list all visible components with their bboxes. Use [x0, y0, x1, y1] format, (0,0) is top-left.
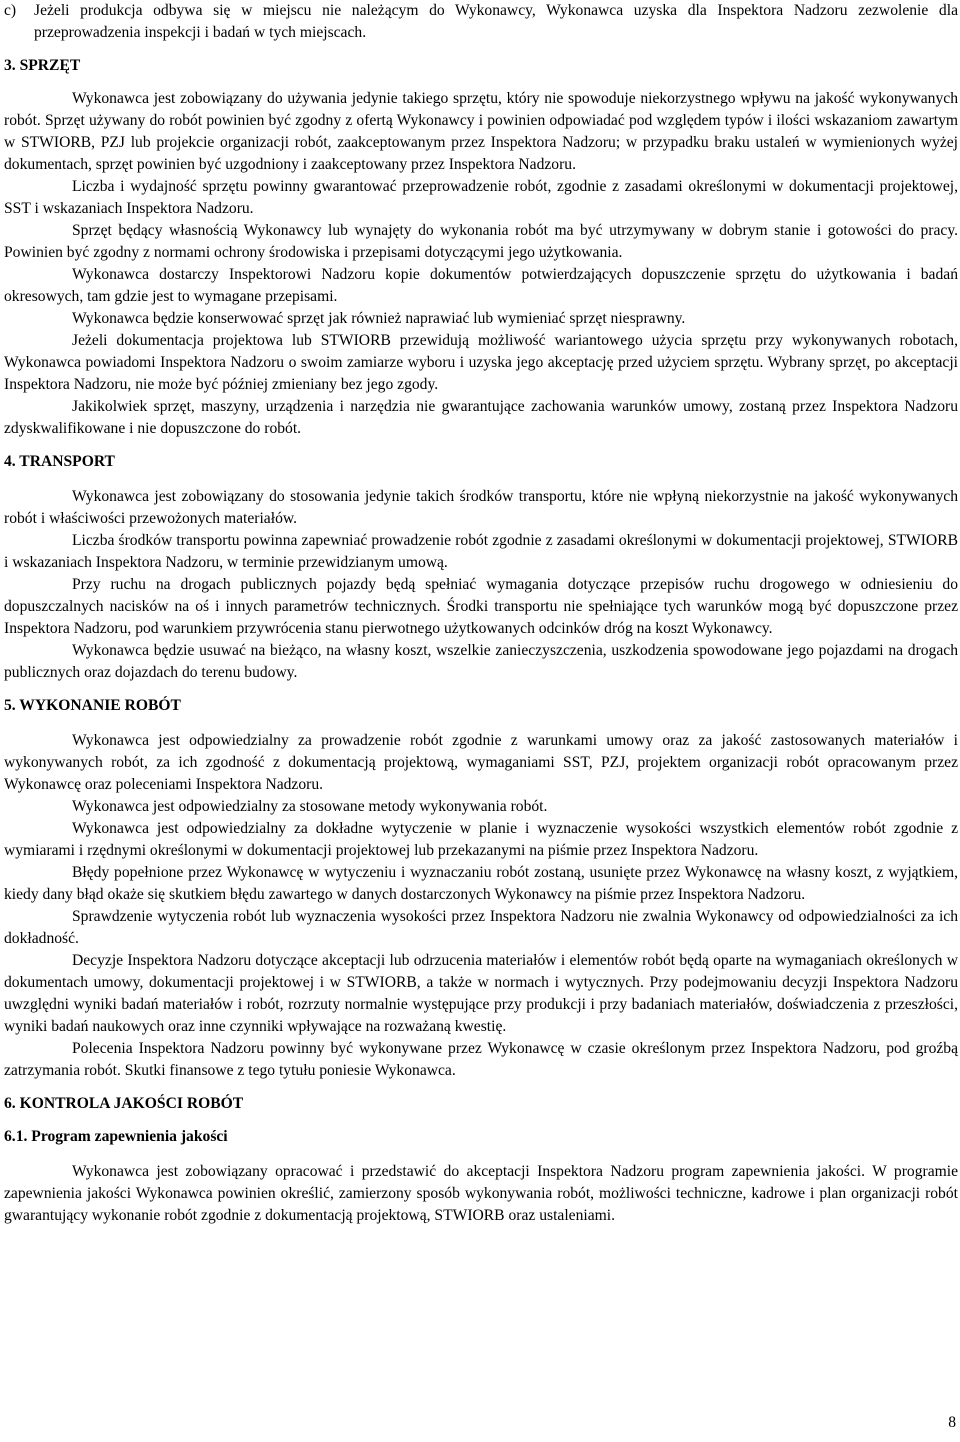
paragraph: Błędy popełnione przez Wykonawcę w wytyczeniu i wyznaczaniu robót zostaną, usunięte przez Wykonawcę na własny koszt, z wyjątkiem, kiedy dany błąd okaże się skutkiem błędu zawartego w danych dostarczonych Wykonawcy na piśmie przez Inspektora Nadzoru.: [4, 864, 958, 903]
paragraph: Wykonawca jest odpowiedzialny za dokładne wytyczenie w planie i wyznaczenie wysokości wszystkich elementów robót zgodnie z wymiarami i rzędnymi określonymi w dokumentacji projektowej lub przekazanymi na piśmie przez Inspektora Nadzoru.: [4, 820, 958, 859]
section-heading-sprzet: 3. SPRZĘT: [4, 57, 81, 74]
paragraph: Polecenia Inspektora Nadzoru powinny być wykonywane przez Wykonawcę w czasie określonym przez Inspektora Nadzoru, pod groźbą zatrzymania robót. Skutki finansowe z tego tytułu poniesie Wykonawca.: [4, 1040, 958, 1079]
section-heading-wykonanie-robot: 5. WYKONANIE ROBÓT: [4, 697, 181, 714]
paragraph: Sprzęt będący własnością Wykonawcy lub wynajęty do wykonania robót ma być utrzymywany w dobrym stanie i gotowości do pracy. Powinien być zgodny z normami ochrony środowiska i przepisami dotyczącymi jego użytkowania.: [4, 222, 958, 261]
section-heading-kontrola-jakosci: 6. KONTROLA JAKOŚCI ROBÓT: [4, 1095, 244, 1112]
paragraph: Jakikolwiek sprzęt, maszyny, urządzenia i narzędzia nie gwarantujące zachowania warunków umowy, zostaną przez Inspektora Nadzoru zdyskwalifikowane i nie dopuszczone do robót.: [4, 398, 958, 437]
paragraph: Wykonawca jest zobowiązany do używania jedynie takiego sprzętu, który nie spowoduje niekorzystnego wpływu na jakość wykonywanych robót. Sprzęt używany do robót powinien być zgodny z ofertą Wykonawcy i powinien odpowiadać pod względem typów i ilości wskazaniom zawartym w STWIORB, PZJ lub projekcie organizacji robót, zaakceptowanym przez Inspektora Nadzoru; w przypadku braku ustaleń w wymienionych wyżej dokumentach, sprzęt powinien być uzgodniony i zaakceptowany przez Inspektora Nadzoru.: [4, 90, 958, 173]
subsection-heading-program-jakosci: 6.1. Program zapewnienia jakości: [4, 1128, 228, 1145]
paragraph: Wykonawca dostarczy Inspektorowi Nadzoru kopie dokumentów potwierdzających dopuszczenie sprzętu do użytkowania i badań okresowych, tam gdzie jest to wymagane przepisami.: [4, 266, 958, 305]
paragraph: Jeżeli dokumentacja projektowa lub STWIORB przewidują możliwość wariantowego użycia sprzętu przy wykonywanych robotach, Wykonawca powiadomi Inspektora Nadzoru o swoim zamiarze wyboru i uzyska jego akceptację przed użyciem sprzętu. Wybrany sprzęt, po akceptacji Inspektora Nadzoru, nie może być później zmieniany bez jego zgody.: [4, 332, 958, 393]
page-number: 8: [948, 1414, 956, 1431]
paragraph: Liczba środków transportu powinna zapewniać prowadzenie robót zgodnie z zasadami określonymi w dokumentacji projektowej, STWIORB i wskazaniach Inspektora Nadzoru, w terminie przewidzianym umową.: [4, 532, 958, 571]
paragraph: Wykonawca jest zobowiązany opracować i przedstawić do akceptacji Inspektora Nadzoru program zapewnienia jakości. W programie zapewnienia jakości Wykonawca powinien określić, zamierzony sposób wykonywania robót, możliwości techniczne, kadrowe i plan organizacji robót gwarantujący wykonanie robót zgodnie z dokumentacją projektową, STWIORB oraz ustaleniami.: [4, 1163, 958, 1224]
paragraph: Wykonawca jest odpowiedzialny za prowadzenie robót zgodnie z warunkami umowy oraz za jakość zastosowanych materiałów i wykonywanych robót, za ich zgodność z dokumentacją projektową, wymaganiami SST, PZJ, projektem organizacji robót opracowanym przez Wykonawcę oraz poleceniami Inspektora Nadzoru.: [4, 732, 958, 793]
list-item-text: Jeżeli produkcja odbywa się w miejscu nie należącym do Wykonawcy, Wykonawca uzyska dla Inspektora Nadzoru zezwolenie dla przeprowadzenia inspekcji i badań w tych miejscach.: [34, 2, 958, 41]
paragraph: Sprawdzenie wytyczenia robót lub wyznaczenia wysokości przez Inspektora Nadzoru nie zwalnia Wykonawcy od odpowiedzialności za ich dokładność.: [4, 908, 958, 947]
paragraph: Wykonawca jest odpowiedzialny za stosowane metody wykonywania robót.: [72, 798, 548, 815]
list-item-c: [4, 0, 958, 44]
paragraph: Wykonawca jest zobowiązany do stosowania jedynie takich środków transportu, które nie wpłyną niekorzystnie na jakość wykonywanych robót i właściwości przewożonych materiałów.: [4, 488, 958, 527]
document-page: [4, 0, 958, 1227]
paragraph: Przy ruchu na drogach publicznych pojazdy będą spełniać wymagania dotyczące przepisów ruchu drogowego w odniesieniu do dopuszczalnych nacisków na oś i innych parametrów technicznych. Środki transportu nie spełniające tych warunków mogą być dopuszczone przez Inspektora Nadzoru, pod warunkiem przywrócenia stanu pierwotnego użytkowanych odcinków dróg na koszt Wykonawcy.: [4, 576, 958, 637]
paragraph: Wykonawca będzie konserwować sprzęt jak również naprawiać lub wymieniać sprzęt niesprawny.: [72, 310, 686, 327]
section-heading-transport: 4. TRANSPORT: [4, 453, 115, 470]
paragraph: Wykonawca będzie usuwać na bieżąco, na własny koszt, wszelkie zanieczyszczenia, uszkodzenia spowodowane jego pojazdami na drogach publicznych oraz dojazdach do terenu budowy.: [4, 642, 958, 681]
list-marker: c): [4, 2, 17, 19]
paragraph: Decyzje Inspektora Nadzoru dotyczące akceptacji lub odrzucenia materiałów i elementów robót będą oparte na wymaganiach określonych w dokumentach umowy, dokumentacji projektowej i w STWIORB, a także w normach i wytycznych. Przy podejmowaniu decyzji Inspektora Nadzoru uwzględni wyniki badań materiałów i robót, rozrzuty normalnie występujące przy produkcji i przy badaniach materiałów, doświadczenia z przeszłości, wyniki badań naukowych oraz inne czynniki wpływające na rozważaną kwestię.: [4, 952, 958, 1035]
paragraph: Liczba i wydajność sprzętu powinny gwarantować przeprowadzenie robót, zgodnie z zasadami określonymi w dokumentacji projektowej, SST i wskazaniach Inspektora Nadzoru.: [4, 178, 958, 217]
